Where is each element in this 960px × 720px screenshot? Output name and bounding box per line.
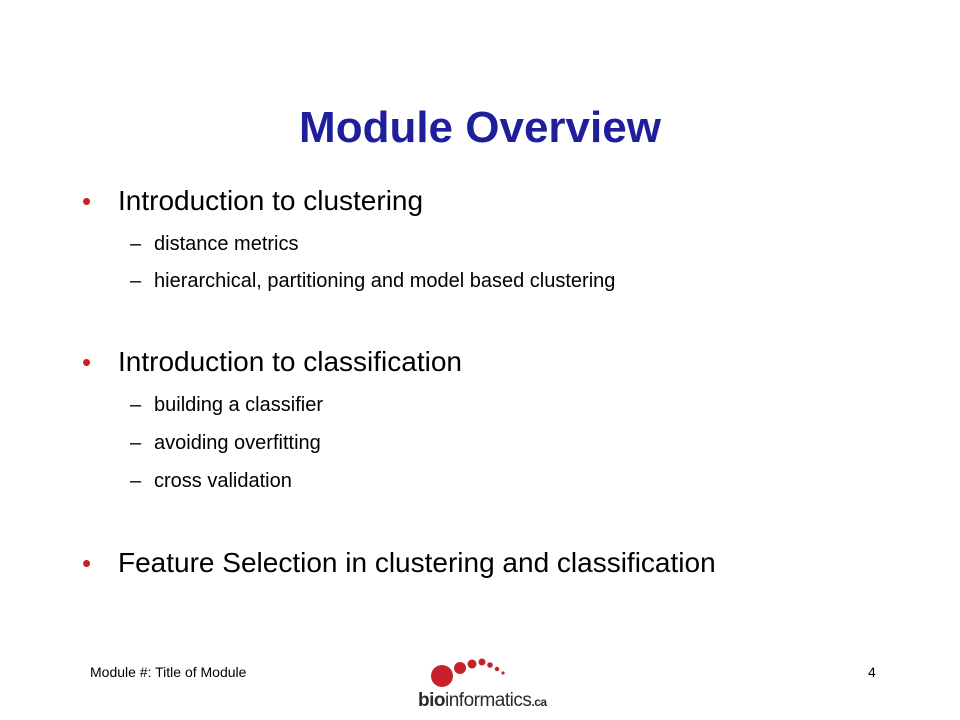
bioinformatics-logo: [414, 650, 554, 716]
bullet-dot-icon: •: [82, 347, 92, 377]
dash-icon: –: [130, 394, 142, 416]
bullet-dot-icon: •: [82, 548, 92, 578]
logo-dots-icon: [414, 650, 554, 690]
logo-bio-text: bio: [418, 690, 445, 711]
dash-icon: –: [130, 233, 142, 255]
logo-wordmark: [418, 690, 547, 713]
slide-title: Module Overview: [299, 103, 661, 152]
bullet-text: Introduction to clustering: [118, 185, 424, 216]
sub-bullet-text: distance metrics: [154, 233, 299, 255]
bullet-item: [82, 344, 462, 380]
logo-informatics-text: informatics: [445, 690, 532, 711]
bullet-text: Feature Selection in clustering and classification: [118, 547, 716, 578]
bullet-dot-icon: •: [82, 186, 92, 216]
sub-bullet-item: [130, 392, 323, 418]
sub-bullet-item: [130, 231, 299, 257]
sub-bullet-item: [130, 468, 292, 494]
footer-module-title: Module #: Title of Module: [90, 664, 247, 680]
sub-bullet-text: cross validation: [154, 470, 292, 492]
bullet-text: Introduction to classification: [118, 346, 462, 377]
dash-icon: –: [130, 270, 142, 292]
sub-bullet-text: hierarchical, partitioning and model based clustering: [154, 270, 616, 292]
sub-bullet-text: building a classifier: [154, 394, 323, 416]
sub-bullet-item: [130, 268, 615, 294]
logo-tld-text: .ca: [531, 695, 547, 709]
sub-bullet-text: avoiding overfitting: [154, 432, 321, 454]
bullet-item: [82, 183, 424, 219]
sub-bullet-item: [130, 430, 321, 456]
dash-icon: –: [130, 470, 142, 492]
page-number: 4: [868, 664, 876, 680]
dash-icon: –: [130, 432, 142, 454]
bullet-item: [82, 545, 716, 581]
